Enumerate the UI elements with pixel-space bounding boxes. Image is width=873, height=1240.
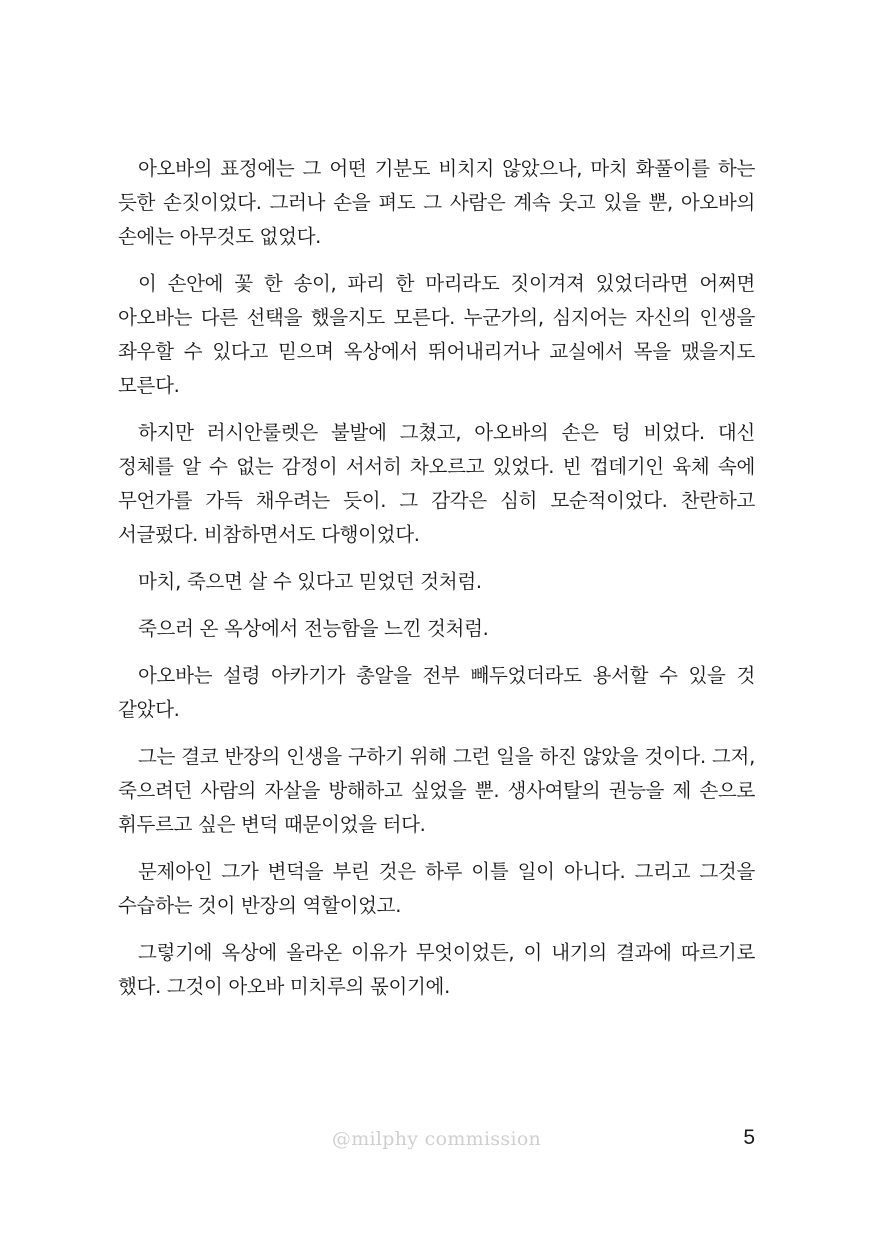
paragraph: 마치, 죽으면 살 수 있다고 믿었던 것처럼.: [138, 570, 482, 593]
paragraph: 아오바의 표정에는 그 어떤 기분도 비치지 않았으나, 마치 화풀이를 하는 듯한 손짓이었다. 그러나 손을 펴도 그 사람은 계속 웃고 있을 뿐, 아오바의 손에는 아무것도 없었다.: [118, 157, 755, 248]
paragraph: 아오바는 설령 아카기가 총알을 전부 빼두었더라도 용서할 수 있을 것 같았다.: [118, 664, 755, 721]
paragraph: 그는 결코 반장의 인생을 구하기 위해 그런 일을 하진 않았을 것이다. 그저, 죽으려던 사람의 자살을 방해하고 싶었을 뿐. 생사여탈의 권능을 제 손으로 휘두르고 싶은 변덕 때문이었을 터다.: [118, 745, 755, 836]
paragraph: 죽으러 온 옥상에서 전능함을 느낀 것처럼.: [138, 617, 489, 640]
paragraph: 문제아인 그가 변덕을 부린 것은 하루 이틀 일이 아니다. 그리고 그것을 수습하는 것이 반장의 역할이었고.: [118, 860, 755, 917]
paragraph: 그렇기에 옥상에 올라온 이유가 무엇이었든, 이 내기의 결과에 따르기로 했다. 그것이 아오바 미치루의 몫이기에.: [118, 941, 755, 998]
watermark: @milphy commission: [331, 1128, 542, 1150]
body-text: [118, 152, 755, 1017]
page-number: 5: [743, 1126, 755, 1149]
paragraph: 하지만 러시안룰렛은 불발에 그쳤고, 아오바의 손은 텅 비었다. 대신 정체를 알 수 없는 감정이 서서히 차오르고 있었다. 빈 껍데기인 육체 속에 무언가를 가득 채우려는 듯이. 그 감각은 심히 모순적이었다. 찬란하고 서글펐다. 비참하면서도 다행이었다.: [118, 421, 755, 546]
paragraph: 이 손안에 꽃 한 송이, 파리 한 마리라도 짓이겨져 있었더라면 어쩌면 아오바는 다른 선택을 했을지도 모른다. 누군가의, 심지어는 자신의 인생을 좌우할 수 있다고 믿으며 옥상에서 뛰어내리거나 교실에서 목을 맸을지도 모른다.: [118, 272, 755, 397]
